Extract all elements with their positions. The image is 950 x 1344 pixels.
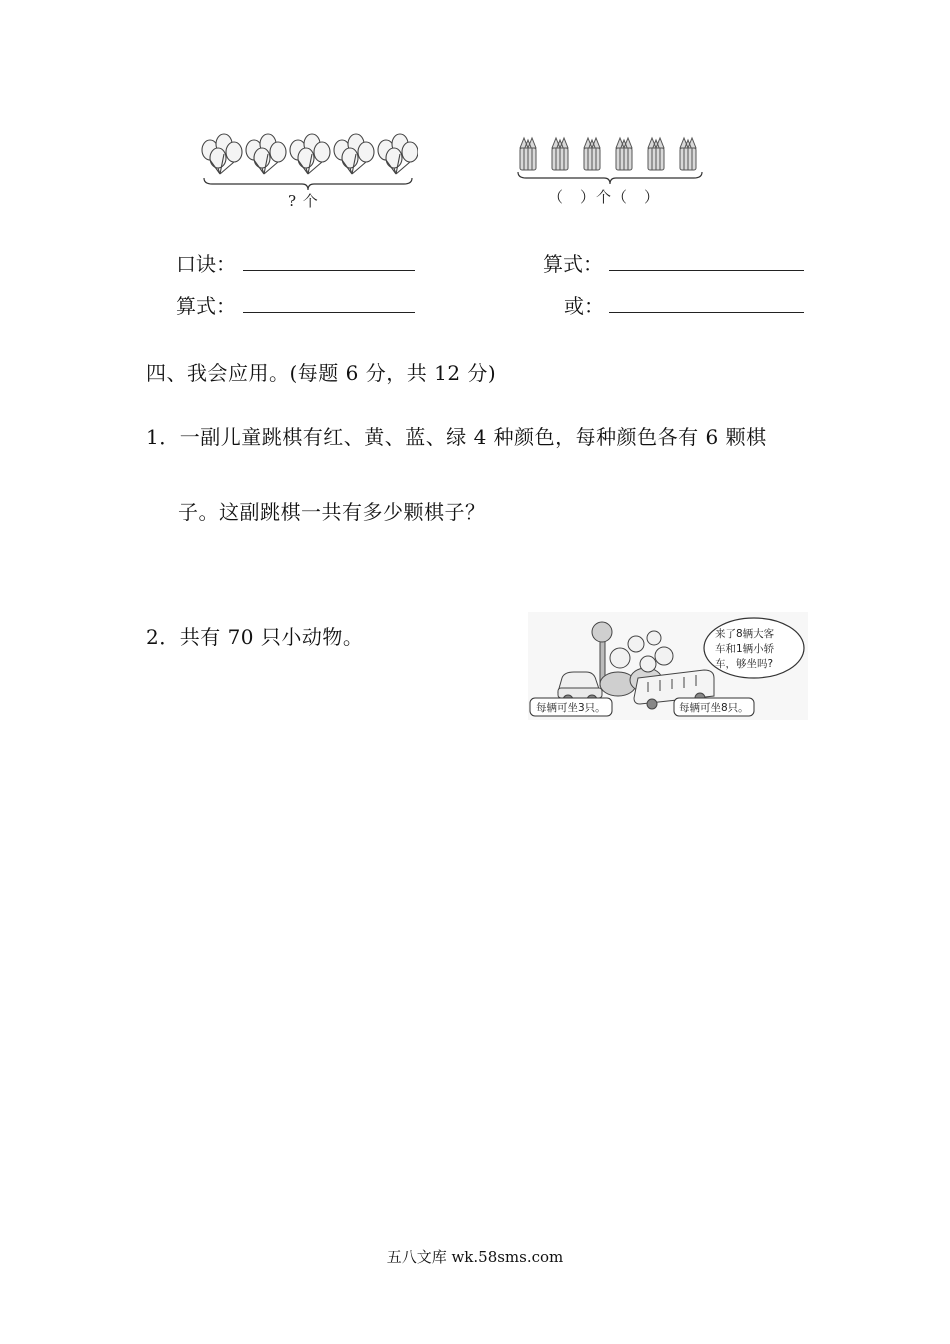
speech-bubble-line2: 车和1辆小轿 [715,643,775,655]
animals-vehicles-illustration [528,612,808,720]
section4-heading: 四、我会应用。(每题 6 分，共 12 分) [146,361,497,385]
bus-capacity-label: 每辆可坐8只。 [679,702,749,714]
left-row2-label: 算式： [176,294,236,318]
right-row2-label: 或： [564,294,604,318]
balloon-group-icon [202,134,242,174]
balloon-group-icon [378,134,418,174]
right-row1-label: 算式： [543,252,603,276]
car-capacity-label: 每辆可坐3只。 [536,702,606,714]
pencil-bundle-icon [552,138,568,170]
left-row1-answer-line[interactable] [243,270,415,271]
left-row2-answer-line[interactable] [243,312,415,313]
pencil-bundle-icon [680,138,696,170]
pencil-bundle-icon [616,138,632,170]
balloon-group-icon [246,134,286,174]
speech-bubble-line3: 车，够坐吗? [715,658,774,670]
speech-bubble-line1: 来了8辆大客 [715,628,775,640]
question1-line1: 1．一副儿童跳棋有红、黄、蓝、绿 4 种颜色，每种颜色各有 6 颗棋 [146,425,767,449]
right-row2-answer-line[interactable] [609,312,804,313]
balloon-group-icon [334,134,374,174]
pencil-bundle-icon [520,138,536,170]
brace-icon [518,172,702,184]
brace-icon [204,178,412,190]
left-row1-label: 口诀： [176,252,236,276]
right-row1-answer-line[interactable] [609,270,804,271]
pencils-caption: （ ）个（ ） [548,188,661,206]
balloons-caption: ? 个 [288,192,319,210]
question2-text: 2．共有 70 只小动物。 [146,625,364,649]
footer-watermark: 五八文库 wk.58sms.com [386,1248,564,1266]
pencil-bundle-icon [648,138,664,170]
pencil-bundle-icon [584,138,600,170]
balloon-group-icon [290,134,330,174]
question1-line2: 子。这副跳棋一共有多少颗棋子？ [178,500,486,524]
